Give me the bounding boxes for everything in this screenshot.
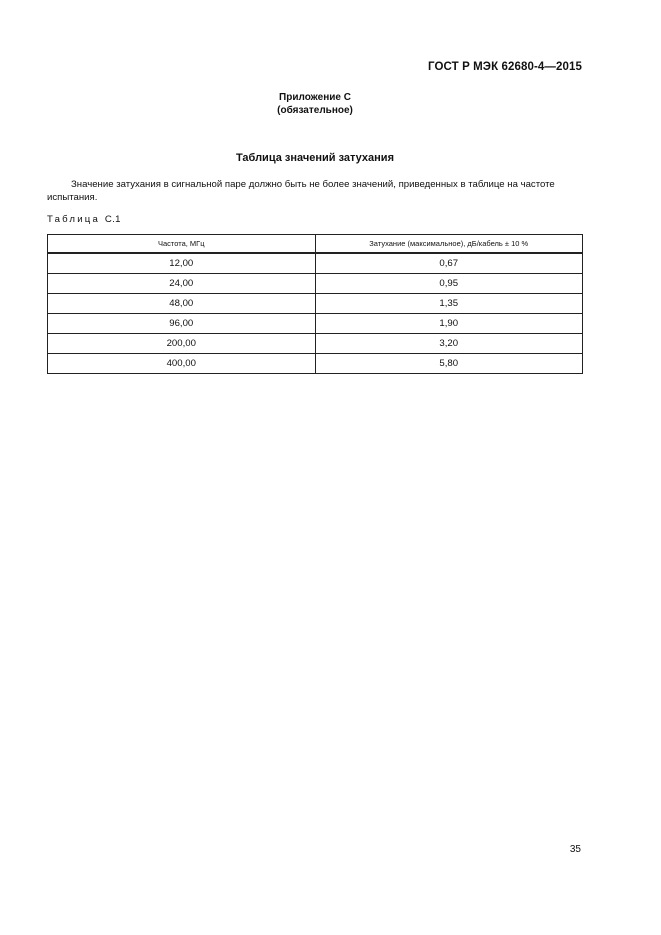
cell-attenuation: 3,20 xyxy=(315,334,583,354)
cell-frequency: 96,00 xyxy=(48,314,316,334)
cell-frequency: 24,00 xyxy=(48,274,316,294)
cell-attenuation: 1,35 xyxy=(315,294,583,314)
appendix-status: (обязательное) xyxy=(277,105,353,116)
appendix-heading xyxy=(0,91,630,117)
table-label-number: С.1 xyxy=(104,214,121,225)
table-header-row xyxy=(48,235,583,254)
table-row xyxy=(48,253,583,274)
cell-frequency: 200,00 xyxy=(48,334,316,354)
table-label xyxy=(47,214,121,225)
table-row xyxy=(48,274,583,294)
cell-frequency: 48,00 xyxy=(48,294,316,314)
page-number: 35 xyxy=(569,844,581,855)
cell-frequency: 12,00 xyxy=(48,253,316,274)
cell-attenuation: 5,80 xyxy=(315,354,583,374)
cell-frequency: 400,00 xyxy=(48,354,316,374)
table-row xyxy=(48,294,583,314)
cell-attenuation: 1,90 xyxy=(315,314,583,334)
header-attenuation: Затухание (максимальное), дБ/кабель ± 10 % xyxy=(315,235,583,254)
table-row xyxy=(48,334,583,354)
table-label-word: Таблица xyxy=(47,214,101,225)
table-row xyxy=(48,354,583,374)
attenuation-table xyxy=(47,234,583,374)
section-paragraph: Значение затухания в сигнальной паре должно быть не более значений, приведенных в таблице на частоте испытания. xyxy=(47,179,555,203)
header-frequency: Частота, МГц xyxy=(48,235,316,254)
appendix-title: Приложение С xyxy=(279,92,351,103)
table-row xyxy=(48,314,583,334)
cell-attenuation: 0,95 xyxy=(315,274,583,294)
standard-code: ГОСТ Р МЭК 62680-4—2015 xyxy=(428,61,582,73)
cell-attenuation: 0,67 xyxy=(315,253,583,274)
section-title: Таблица значений затухания xyxy=(235,152,394,164)
